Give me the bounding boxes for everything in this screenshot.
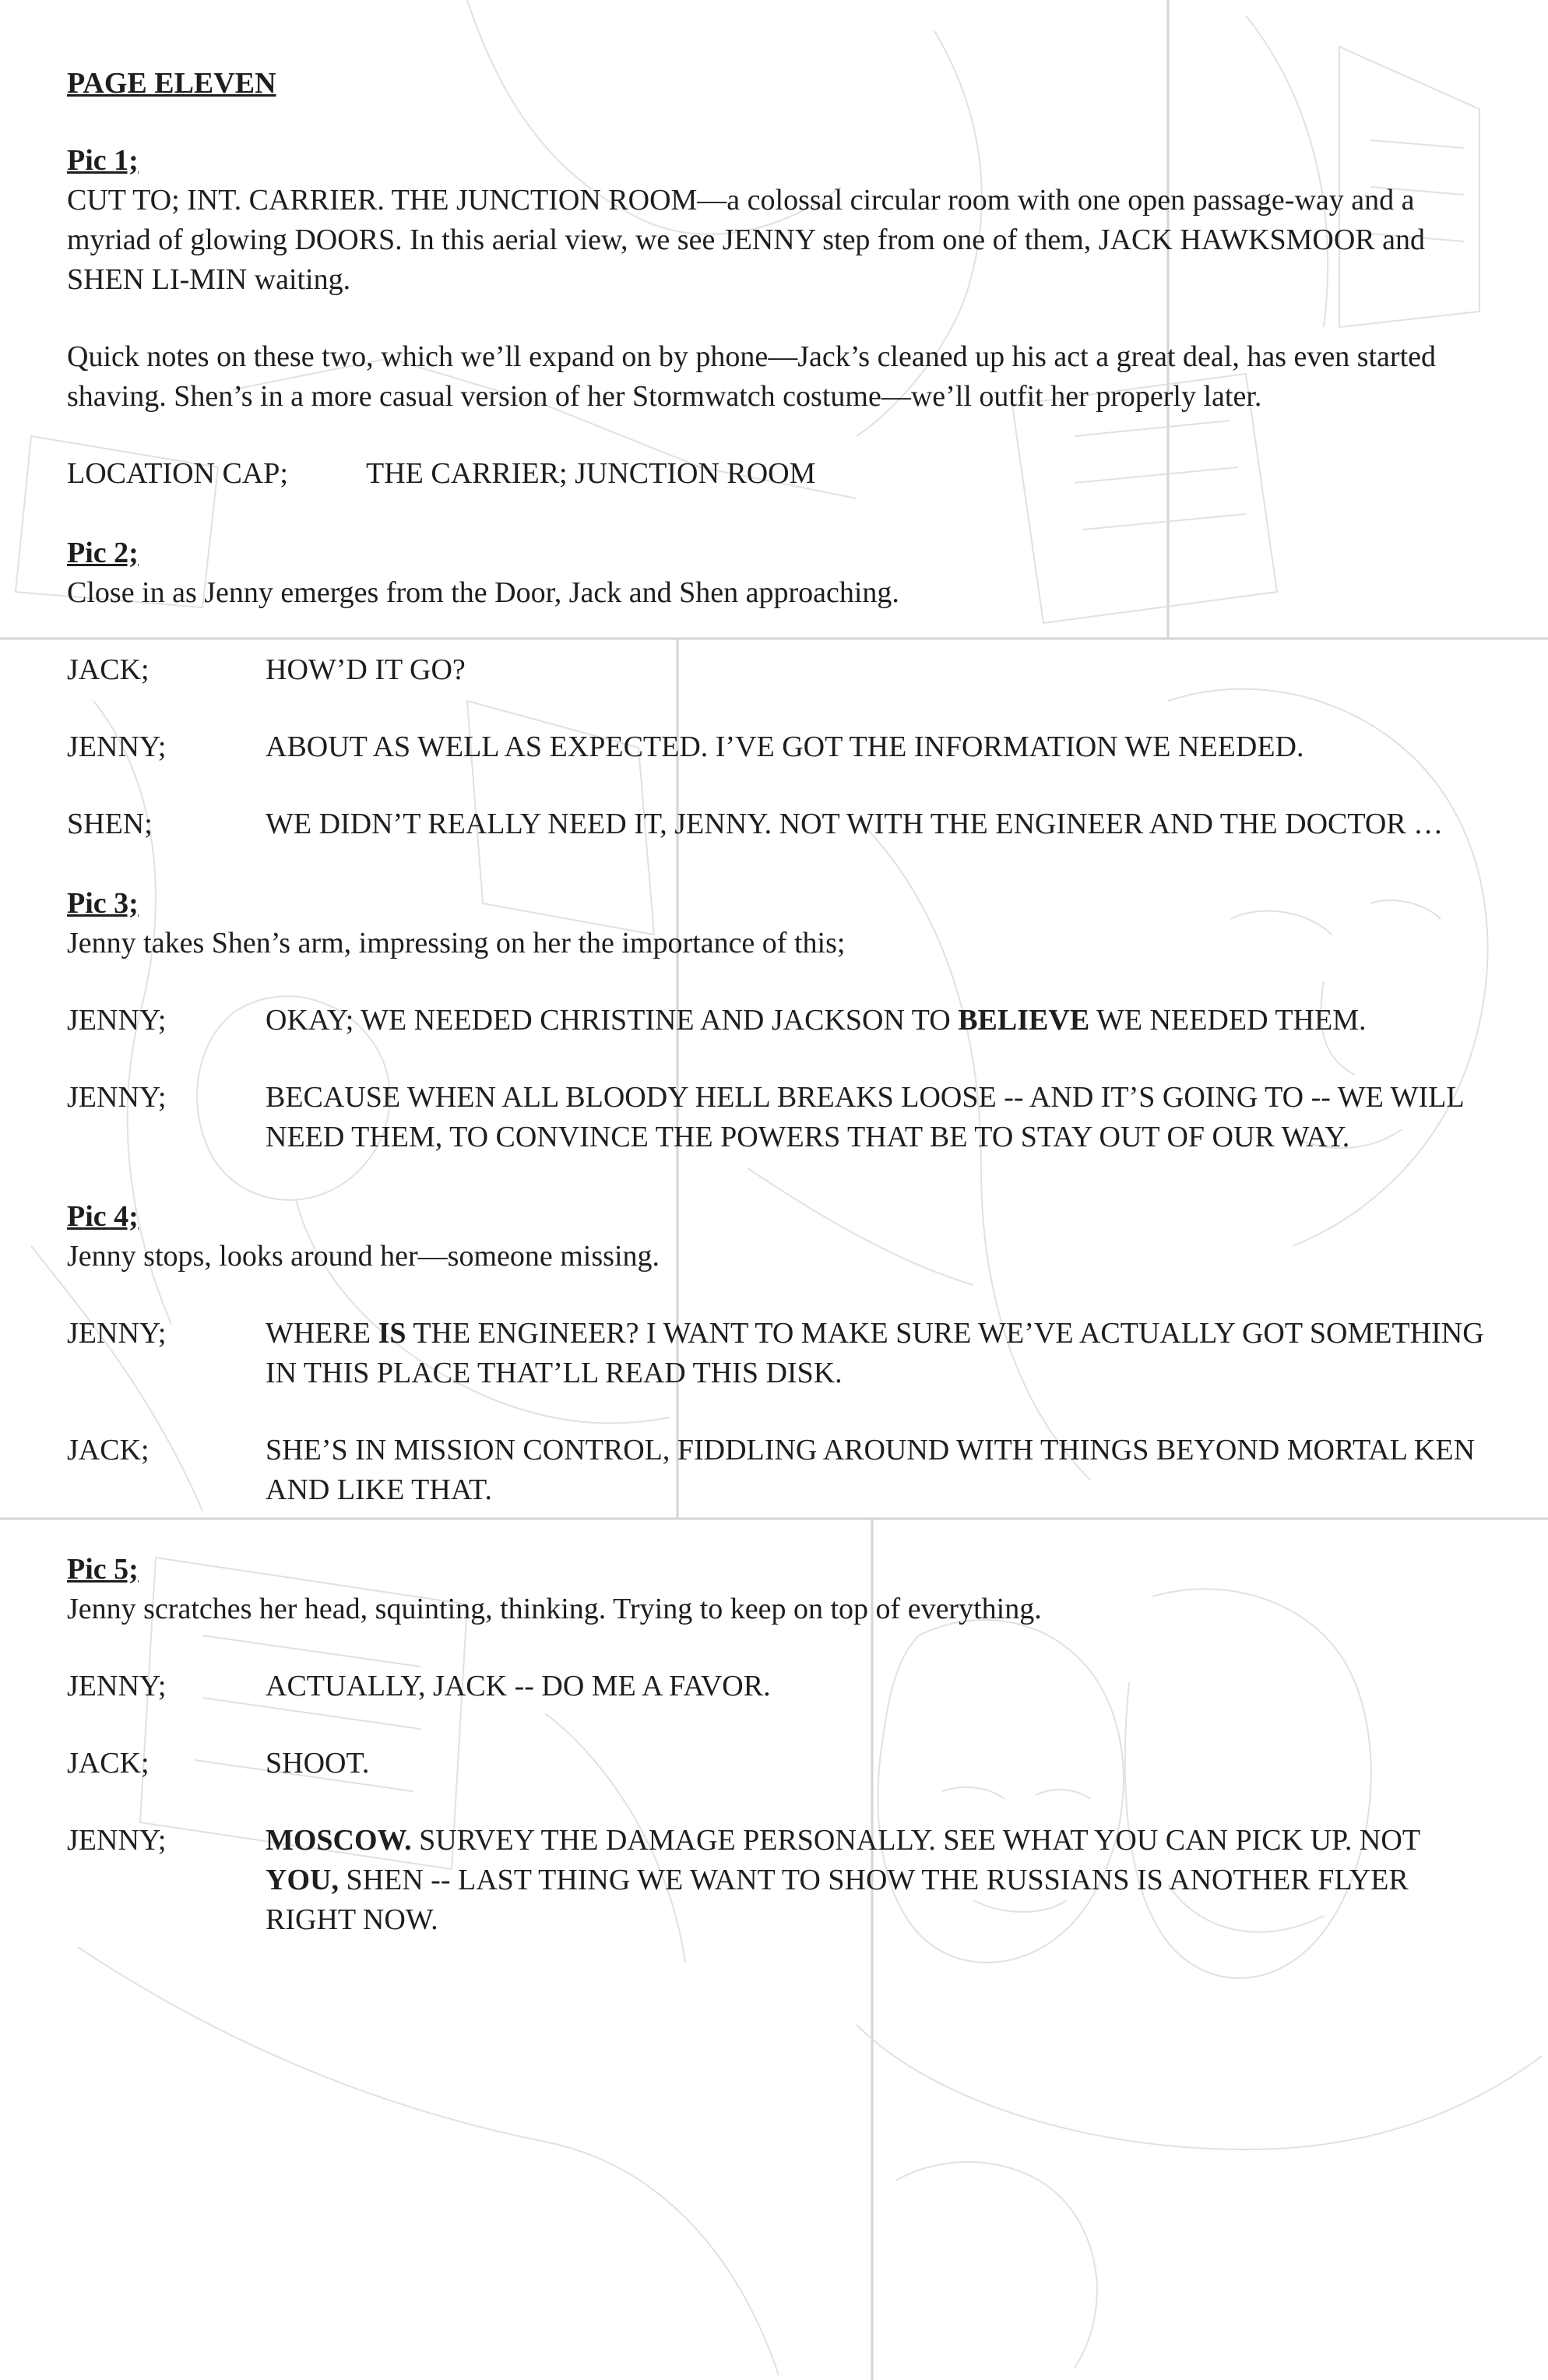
dialogue-text-start: WHERE — [266, 1317, 378, 1350]
panel-note: Quick notes on these two, which we’ll expand on by phone—Jack’s cleaned up his act a great deal, has even started shaving. Shen’s in a more casual version of her Stormwatch costume—we’ll outfit her properly later. — [67, 340, 1437, 413]
dialogue-text: WE DIDN’T REALLY NEED IT, JENNY. NOT WITH THE ENGINEER AND THE DOCTOR … — [266, 808, 1444, 840]
speaker-name: JACK; — [67, 653, 150, 686]
speaker-name: JENNY; — [67, 1670, 167, 1702]
dialogue-line — [67, 1078, 1492, 1157]
script-content — [67, 64, 1492, 1980]
dialogue-text: ABOUT AS WELL AS EXPECTED. I’VE GOT THE INFORMATION WE NEEDED. — [266, 731, 1304, 763]
dialogue-line — [67, 1821, 1492, 1940]
dialogue-text-end: WE NEEDED THEM. — [1089, 1004, 1367, 1037]
panel-5 — [67, 1550, 1492, 1940]
location-cap-text: THE CARRIER; JUNCTION ROOM — [366, 457, 816, 490]
speaker-name: JACK; — [67, 1747, 150, 1780]
panel-label: Pic 3; — [67, 887, 139, 920]
panel-2 — [67, 533, 1492, 844]
dialogue-line — [67, 1744, 1492, 1783]
dialogue-text: SHE’S IN MISSION CONTROL, FIDDLING AROUND WITH THINGS BEYOND MORTAL KEN AND LIKE THAT. — [266, 1434, 1476, 1506]
dialogue-text — [266, 1001, 1492, 1040]
dialogue-line — [67, 1431, 1492, 1510]
dialogue-text-end: THE ENGINEER? I WANT TO MAKE SURE WE’VE ACTUALLY GOT SOMETHING IN THIS PLACE THAT’LL READ THIS DISK. — [266, 1317, 1484, 1389]
speaker-name: JENNY; — [67, 1004, 167, 1037]
dialogue-text: SHOOT. — [266, 1747, 370, 1780]
panel-description: Jenny stops, looks around her—someone missing. — [67, 1240, 660, 1273]
dialogue-text — [266, 1314, 1492, 1393]
panel-description: Close in as Jenny emerges from the Door, Jack and Shen approaching. — [67, 576, 899, 609]
panel-label: Pic 5; — [67, 1553, 139, 1586]
panel-description: Jenny scratches her head, squinting, thinking. Trying to keep on top of everything. — [67, 1593, 1042, 1625]
speaker-name: JENNY; — [67, 1824, 167, 1857]
location-cap-label: LOCATION CAP; — [67, 457, 288, 490]
dialogue-text — [266, 1821, 1492, 1940]
panel-label: Pic 1; — [67, 144, 139, 177]
dialogue-text: BECAUSE WHEN ALL BLOODY HELL BREAKS LOOSE -- AND IT’S GOING TO -- WE WILL NEED THEM, TO CONVINCE THE POWERS THAT BE TO STAY OUT OF OUR WAY. — [266, 1081, 1464, 1153]
location-cap — [67, 454, 1492, 494]
emphasis-text: MOSCOW. — [266, 1824, 412, 1857]
panel-label: Pic 2; — [67, 537, 139, 569]
dialogue-text-end: SHEN -- LAST THING WE WANT TO SHOW THE RUSSIANS IS ANOTHER FLYER RIGHT NOW. — [266, 1864, 1409, 1936]
dialogue-line — [67, 1314, 1492, 1393]
panel-1 — [67, 141, 1492, 494]
dialogue-line — [67, 1001, 1492, 1040]
panel-description: Jenny takes Shen’s arm, impressing on her the importance of this; — [67, 927, 846, 959]
panel-4 — [67, 1197, 1492, 1510]
dialogue-text-middle: SURVEY THE DAMAGE PERSONALLY. SEE WHAT YOU CAN PICK UP. NOT — [411, 1824, 1420, 1857]
dialogue-line — [67, 650, 1492, 690]
dialogue-text-start: OKAY; WE NEEDED CHRISTINE AND JACKSON TO — [266, 1004, 959, 1037]
emphasis-text: YOU, — [266, 1864, 339, 1896]
panel-label: Pic 4; — [67, 1200, 139, 1233]
speaker-name: JACK; — [67, 1434, 150, 1466]
emphasis-text: IS — [378, 1317, 406, 1350]
speaker-name: JENNY; — [67, 1317, 167, 1350]
dialogue-line — [67, 804, 1492, 844]
dialogue-text: HOW’D IT GO? — [266, 653, 466, 686]
speaker-name: SHEN; — [67, 808, 153, 840]
dialogue-line — [67, 1667, 1492, 1706]
dialogue-line — [67, 727, 1492, 767]
speaker-name: JENNY; — [67, 1081, 167, 1114]
panel-3 — [67, 884, 1492, 1157]
dialogue-text: ACTUALLY, JACK -- DO ME A FAVOR. — [266, 1670, 771, 1702]
page-title: PAGE ELEVEN — [67, 67, 276, 100]
panel-description: CUT TO; INT. CARRIER. THE JUNCTION ROOM—a colossal circular room with one open passage-way and a myriad of glowing DOORS. In this aerial view, we see JENNY step from one of them, JACK HAWKSMOOR and SHEN LI-MIN waiting. — [67, 184, 1425, 296]
speaker-name: JENNY; — [67, 731, 167, 763]
emphasis-text: BELIEVE — [958, 1004, 1090, 1037]
